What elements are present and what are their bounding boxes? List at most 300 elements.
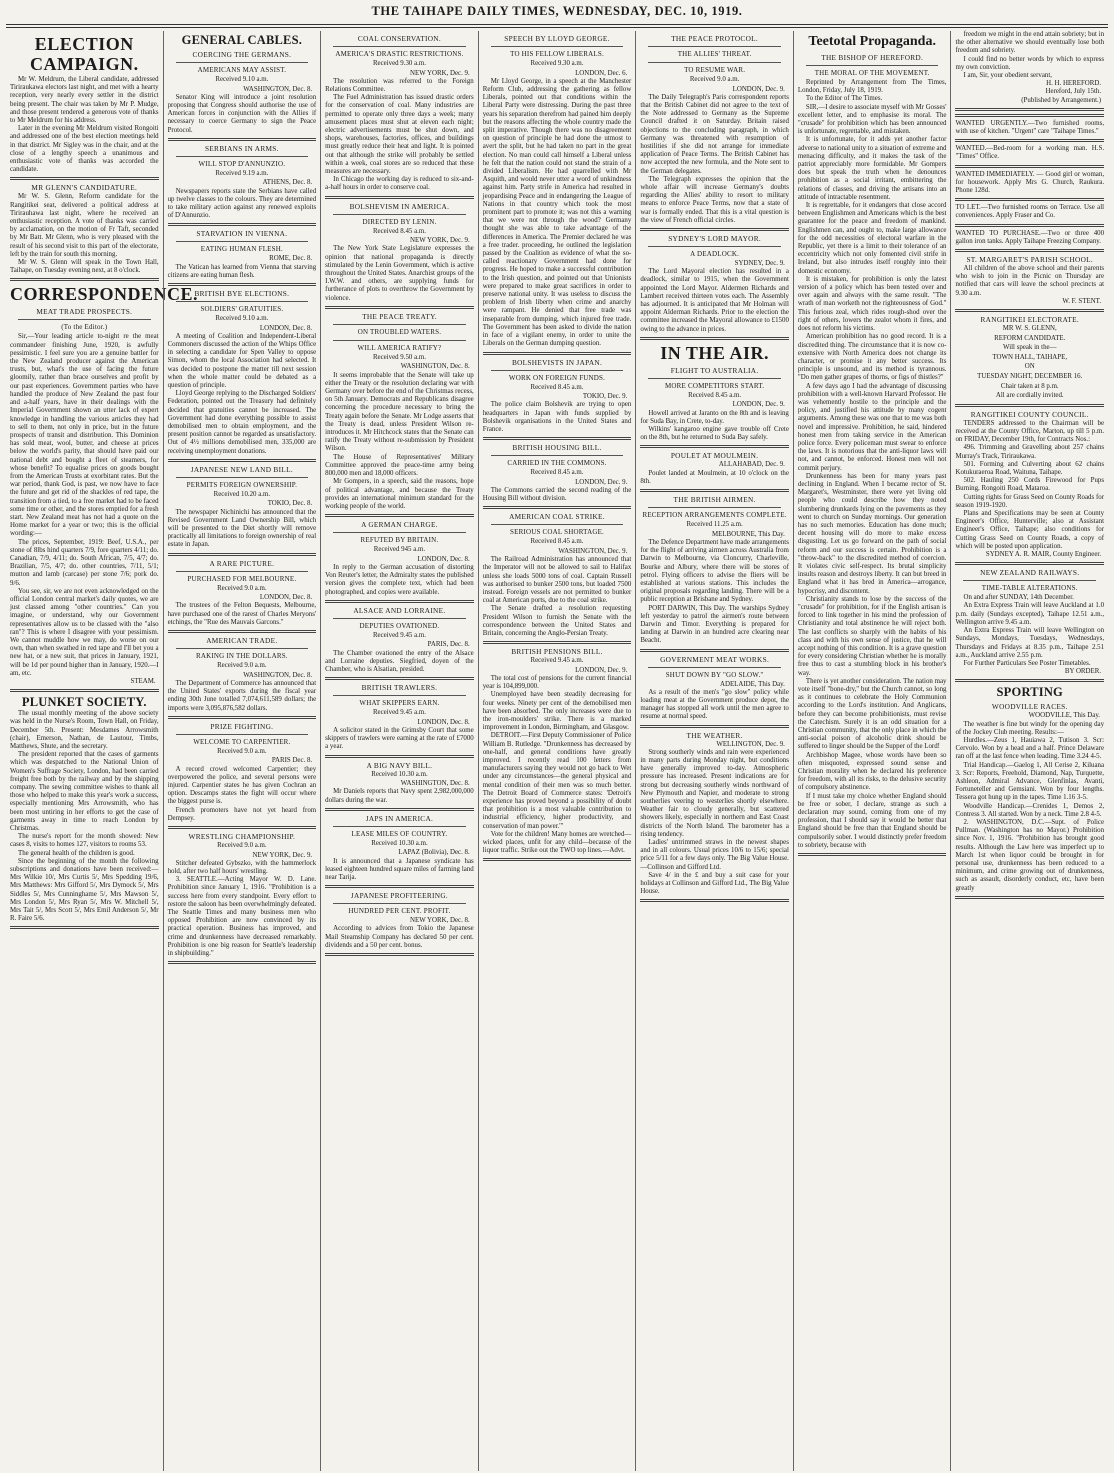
- article-divider: [168, 223, 317, 226]
- paragraph: Drunkenness has been for many years past declining in England. When I became rector of St. Margaret's, Westminster, there were yet living old people who could describe how they noted slumbering drunkards lying on the pavements as they went to church on Sunday mornings. Our generation has no such memories. Education has done much; decent housing will do more to make excess disgusting. Let us go forward on the path of social reform and our success is certain. Prohibition is a "throw-back" to the discredited method of coercion. It violates civic self-respect. Its brutal simplicity insults reason and destroys liberty. It can but breed in England what it has bred in America—arrogance, hypocrisy, and discontent.: [797, 472, 947, 595]
- received-time: Received 8.45 a.m.: [372, 227, 426, 235]
- notice-line: Chair taken at 8 p.m.: [1000, 382, 1059, 390]
- rule-short: [648, 62, 781, 63]
- article: [955, 114, 1104, 246]
- paragraph: Trial Handicap.—Gaelog 1, All Cerise 2, Kiluana 3. Scr: Reports, Freehold, Diamond, Nap, Turquette, Ashleon, Admiral Advance, Glenfinlas, Avanti, Fortuneteller and Gemsiani. Won by four lengths. Tessera got hung up in the tapes. Time 1.16 3-5.: [955, 761, 1105, 802]
- article-divider: [168, 716, 317, 719]
- paragraph: There is yet another consideration. The nation may vote itself "bone-dry," but the Church cannot, so long as it continues to celebrate the Holy Communion according to the Lord's institution. And Anglicans, before they can become prohibitionists, must revise the Catechism. Surely it is an odd situation for a Christian community, that the only place in which the anti-social poison of alcoholic drink should be suffered to linger should be the Supper of the Lord!: [797, 677, 947, 751]
- paragraph: Plans and Specifications may be seen at County Engineer's Office, Hunterville; also at Assistant Engineer's Office, Taihape; also conditions for Cutting Grass Seed on County Roads, a copy of which will be posted upon application.: [955, 510, 1105, 550]
- dateline: NEW YORK, Dec. 9.: [410, 69, 470, 77]
- article: [955, 255, 1104, 306]
- paragraph: The police claim Bolshevik are trying to open headquarters in Japan with funds supplied by Bolshevik organisations in the United States and France.: [482, 401, 632, 433]
- article-heading: AMERICAN TRADE.: [206, 636, 278, 646]
- article-divider: [955, 562, 1104, 565]
- article: [10, 34, 159, 174]
- subheading: CARRIED IN THE COMMONS.: [507, 459, 607, 468]
- article-divider: [325, 306, 474, 309]
- article-divider: [325, 953, 474, 956]
- notice-line: Will speak in the—: [1003, 344, 1057, 352]
- article-heading: NEW ZEALAND RAILWAYS.: [980, 568, 1080, 578]
- article-heading: WOODVILLE RACES.: [991, 702, 1068, 712]
- paragraph: The House of Representatives' Military Committee approved the peace-time army being 800,000 men and 18,000 officers.: [325, 453, 474, 478]
- received-time: Received 9.50 a.m.: [372, 353, 426, 361]
- subheading: WILL STOP D'ANNUNZIO.: [198, 159, 286, 168]
- received-time: Received 8.45 a.m.: [530, 538, 584, 546]
- notice-line: REFORM CANDIDATE.: [994, 334, 1066, 342]
- paragraph: It is announced that a Japanese syndicate has leased eighteen hundred square miles of farming land near Tarija.: [325, 857, 474, 881]
- paragraph: Poulet landed at Moulmein, at 10 o'clock on the 8th.: [640, 469, 789, 485]
- rule-short: [176, 156, 309, 157]
- paragraph: It seems improbable that the Senate will take up either the Treaty or the resolution declaring war with Germany over before the end of the Christmas recess, on 5th January. Democrats and Republicans disagree concerning the procedure necessary to bring the Treaty again before the Senate. Mr Lodge asserts that the Treaty is dead, unless President Wilson re-introduces it. Mr Hitchcock states that the Senate can ratify the Treaty without re-submission by President Wilson.: [325, 371, 474, 453]
- sign-off-line: (Published by Arrangement.): [1021, 96, 1102, 104]
- headline-large: IN THE AIR.: [660, 342, 769, 363]
- rule-short: [176, 477, 309, 478]
- paragraph: Stitcher defeated Gybszko, with the hammerlock hold, after two half hours' wrestling.: [167, 859, 317, 875]
- article-divider: [325, 196, 474, 199]
- headline-large: ELECTION CAMPAIGN.: [29, 34, 139, 74]
- received-time: Received 9.45 a.m.: [372, 709, 426, 717]
- article-divider: [325, 885, 474, 888]
- notice-line: TUESDAY NIGHT, DECEMBER 16.: [977, 373, 1083, 381]
- paragraph: American prohibition has no good record. It is a discredited thing. The circumstance that it is now co-extensive with North America does not change its character, or promise it any better success. Its principle is unsound, and its method is tyrannous. "Do men gather grapes of thorns, or figs of thistles?": [797, 333, 947, 382]
- paragraph: The general health of the children is good.: [18, 849, 135, 857]
- dateline: NEW YORK, Dec. 9.: [410, 237, 470, 245]
- paragraph: Wilkins' kangaroo engine gave trouble off Crete on the 8th, but he returned to Suda Bay safely.: [640, 426, 789, 442]
- paragraph: The New York State Legislature expresses the opinion that national propaganda is directly stimulated by the Lenin Government, which is active throughout the United States. Anarchist groups of the I.W.W. and others, are supplying funds for furtherance of plots to overthrow the Government by violence.: [325, 245, 474, 302]
- paragraph: You see, sir, we are not even acknowledged on the official London central market's daily quotes, we are just classed among "other countries." Can you imagine, or understand, why our Government representatives allow us to be classed with the "also ran"? This is where I disagree with your pessimism. We cannot muddle how we may, do worse on our own, than when swathed in red tape and I'll bet you a new hat, or a new suit, that prices in January, 1921, will be 1d per pound higher than in January, 1920.—I am, etc.: [10, 587, 159, 677]
- received-time: Received 9.0 a.m.: [217, 841, 267, 849]
- article: [640, 34, 789, 225]
- paragraph: The total cost of pensions for the current financial year is 104,899,000.: [482, 674, 632, 691]
- rule-short: [176, 301, 309, 302]
- dateline: WELLINGTON, Dec. 9.: [716, 740, 785, 748]
- article: [955, 410, 1104, 559]
- received-time: Received 8.45 a.m.: [530, 383, 584, 391]
- article-heading: PRIZE FIGHTING.: [210, 721, 274, 731]
- paragraph: 501. Forming and Culverting about 62 chains Kotukuraeroa Road, Waituna, Taihape.: [955, 460, 1105, 477]
- rule-short: [648, 507, 781, 508]
- paragraph: 2. WASHINGTON, D.C.—Supt. of Police Pullman. (Washington has no Mayor.) Prohibition since Nov. 1, 1916. "Prohibition has brought good results. Although the Law here was imperfect up to March 1st when liquor could be brought in for personal use, drunkenness has been reduced to a minimum, and crime growing out of drunkenness, such as assault, disorderly conduct, etc, have been greatly: [955, 818, 1105, 892]
- article-heading: THE BRITISH AIRMEN.: [673, 495, 756, 505]
- article: [168, 289, 317, 456]
- rule-short: [806, 65, 939, 66]
- article: [168, 636, 317, 713]
- article: [168, 722, 317, 823]
- headline: GENERAL CABLES.: [181, 33, 303, 47]
- article-divider: [640, 899, 789, 902]
- paragraph: The Telegraph expresses the opinion that the whole affair will increase Germany's doubts regarding the Allies' ability to resort to military means to enforce Peace Terms, now that a state of war is formally ended. That this is a vital question is the view of French official circles.: [640, 175, 789, 224]
- article-heading: BOLSHEVISM IN AMERICA.: [349, 201, 450, 211]
- article: [168, 465, 317, 550]
- paragraph: If I must take my choice whether England should be free or sober, I declare, strange as such a declaration may sound, coming from one of my profession, that I should say it would be better that England should be free than that England should be compulsorily sober. I would distinctly prefer freedom to sobriety, because with: [797, 792, 947, 849]
- classified-ad: WANTED.—Bed-room for a working man. H.S. "Times" Office.: [955, 145, 1105, 161]
- article: [168, 229, 317, 280]
- article: [325, 202, 474, 303]
- paragraph: Vote for the children! Many homes are wretched—wicked places, unfit for any child—because of the liquor traffic. Strike out the TWO top lines.—Advt.: [482, 830, 632, 855]
- signature: STEAM.: [130, 678, 156, 685]
- article: [640, 495, 789, 645]
- paragraph: Mr W. S. Glenn will speak in the Town Hall, Taihape, on Tuesday evening next, at 8 o'clock.: [10, 259, 159, 275]
- article-divider: [10, 177, 159, 180]
- dateline: PARIS Dec. 8.: [271, 757, 313, 765]
- article-divider: [955, 249, 1104, 252]
- article: [483, 358, 632, 435]
- subheading: A DEADLOCK.: [690, 250, 740, 259]
- dateline: WASHINGTON, Dec. 8.: [243, 671, 313, 679]
- subheading: ON TROUBLED WATERS.: [357, 327, 442, 336]
- article: [955, 685, 1104, 892]
- column-3: [320, 31, 478, 1471]
- article: [483, 34, 632, 349]
- article-heading: A RARE PICTURE.: [209, 558, 275, 568]
- paragraph: I could find no better words by which to express my own conviction.: [955, 55, 1105, 71]
- paragraph: 3. SEATTLE.—Acting Mayor W. D. Lane. Prohibition since January 1, 1916. "Prohibition is a success here from every standpoint. Every effort to restore the saloon has been overwhelmingly defeated. The Seattle Times and many business men who opposed Prohibition are now convinced by its practical operation. Business has improved, and crime and drunkenness have decreased remarkably. Prohibition is one big reason for Seattle's leadership in shipbuilding.": [167, 876, 317, 957]
- article-heading: JAPANESE PROFITEERING.: [350, 891, 449, 901]
- paragraph: Lloyd George replying to the Discharged Soldiers' Federation, pointed out the Treasury had definitely decided that gratuities cannot be increased. The Government had done everything possible to assist demobilised men to obtain employment, and the present position cannot be regarded as unsatisfactory. Out of 4½ millions demobilised men, 335,000 are receiving unemployment donations.: [167, 390, 317, 455]
- notice-line: TOWN HALL, TAIHAPE,: [992, 353, 1068, 361]
- dateline: ATHENS, Dec. 8.: [262, 179, 313, 187]
- article-heading: A BIG NAVY BILL.: [366, 760, 433, 770]
- article-divider: [640, 725, 789, 728]
- article-divider: [955, 108, 1104, 111]
- paragraph: Mr Lloyd George, in a speech at the Manchester Reform Club, addressing the gathering as fellow Liberals, pointed out that conditions within the Liberal Party were distressing. During the past three years his separation therefrom had pained him deeply but the reasons affecting the whole country made the split imperative. Though there was no disagreement on question of principle he had done the utmost to avert the split, but he had taken no part in the great election. No man could call himself a Liberal unless he felt that the nation could not stand the strain of a divided Liberalism. He had quarrelled with Mr Asquith, and would never utter a word of unkindness against him. Party strife in America had resulted in jeopardising Peace and in endangering the League of Nations in that country which took the most prominent part to promote it; was not this a warning that we were not through the wood? Germany thought she was able to take advantage of the differences in America. The Premier declared he was a free trader. proceeding, he outlined the legislation passed by the Coalition as evidence of what the so-called reactionary Government had done for progress. He hoped to make a successful contribution to the Irish question, and pointed out that Unionists were prepared to make great sacrifices in order to preserve national unity. It was useless to discuss the problem of Irish liberty when crime and anarchy were rampant. He denied that free trade was inseparable from dumping, which injured free trade. The Government has been asked to divide the nation in face of a vigilant enemy, in order to unite the Liberals on the German dumping question.: [482, 77, 632, 348]
- article-divider: [640, 649, 789, 652]
- paragraph: Newspapers reports state the Serbians have called up twelve classes to the colours. They are determined to take military action against any renewed exploits of D'Annunzio.: [167, 187, 317, 220]
- article: [168, 832, 317, 958]
- subheading: MORE COMPETITORS START.: [664, 381, 765, 390]
- article: [325, 34, 474, 193]
- article-divider: [325, 808, 474, 811]
- subheading: SERIOUS COAL SHORTAGE.: [510, 528, 605, 537]
- paragraph: The Fuel Administration has issued drastic orders for the conservation of coal. Many industries are permitted to operate only three days a week; many amusement places must shut at eleven each night; electric advertisements must be shut down, and shops, warehouses, factories, offices, and buildings must greatly reduce their heat and light. It is pointed out that although the strike will probably be settled within a week, coal stores are so reduced that these measures are necessary.: [325, 94, 474, 176]
- column-7: [950, 31, 1108, 1471]
- dateline: WASHINGTON, Dec. 8.: [400, 780, 470, 788]
- article-divider: [955, 896, 1104, 899]
- article-heading: BOLSHEVISTS IN JAPAN.: [511, 357, 603, 367]
- paragraph: As a result of the men's "go slow" policy while loading meat at the Government produce depot, the manager has stopped all work until the men agree to resume at normal speed.: [640, 688, 789, 721]
- paragraph: A record crowd welcomed Carpentier; they overpowered the police, and several persons were injured. Carpentier states he has given Cochran an option. Descamps states the fight will occur where the biggest purse is.: [167, 765, 317, 806]
- rule-short: [648, 378, 781, 379]
- article: [798, 34, 947, 850]
- subheading: RECEPTION ARRANGEMENTS COMPLETE.: [642, 511, 787, 520]
- paragraph: Mr Daniels reports that Navy spent 2,982,000,000 dollars during the war.: [325, 788, 474, 804]
- received-time: Received 9.45 a.m.: [372, 631, 426, 639]
- rule-short: [333, 903, 466, 904]
- received-time: Received 945 a.m.: [373, 546, 426, 554]
- paragraph: The newspaper Nichinichi has announced that the Revised Government Land Ownership Bill, which will be presented to the Diet shortly will remove practically all limitations to foreign ownership of real estate in Japan.: [167, 508, 317, 549]
- column-2: [163, 31, 321, 1471]
- dateline: WASHINGTON, Dec. 8.: [243, 85, 313, 93]
- classified-ad: WANTED URGENTLY.—Two furnished rooms, with use of kitchen. "Urgent" care "Taihape Times.": [955, 119, 1105, 136]
- paragraph: An Extra Express Train will leave Auckland at 1.0 p.m. daily (Sundays excepted), Taihape 12.51 a.m., Wellington arrive 9.45 a.m.: [955, 602, 1105, 626]
- sign-off-line: Hereford, July 15th.: [1045, 88, 1102, 96]
- article-heading: THE PEACE TREATY.: [362, 311, 437, 321]
- subheading: THE ALLIES' THREAT.: [677, 50, 752, 58]
- rule-short: [333, 340, 466, 341]
- subheading: AMERICANS MAY ASSIST.: [197, 66, 287, 74]
- dateline: LAPAZ (Bolivia), Dec. 8.: [398, 849, 470, 857]
- dateline: LONDON, Dec. 9.: [732, 85, 785, 93]
- paragraph: On and after SUNDAY, 14th December.: [963, 594, 1074, 602]
- paragraph: Later in the evening Mr Meldrum visited Rongoiti and addressed one of the best election meetings held in that district. Mr Sigley was in the chair, and at the close of a lengthy speech a unanimous and enthusiastic vote of thanks was accorded the candidate.: [10, 125, 159, 174]
- rule-short: [648, 667, 781, 668]
- paragraph: A few days ago I had the advantage of discussing prohibition with a well-known Harvard Professor. He was vehemently hostile to the principle and the policy, and justified his attitude by many cogent arguments. Among these was one that to me was both novel and impressive. Prohibition, he said, hindered honest men from taking service in the American police force. Every policeman must swear to enforce the laws. It is notorious that the anti-liquor laws will not, and cannot, be enforced. Honest men will not commit perjury.: [797, 382, 947, 472]
- dateline: NEW YORK, Dec. 9.: [252, 851, 313, 859]
- article-divider: [168, 138, 317, 141]
- dateline: NEW YORK, Dec. 8.: [410, 917, 470, 925]
- paragraph: TENDERS addressed to the Chairman will be received at the County Office, Marton, up till 5 p.m. on FRIDAY, December 19th, for Contracts Nos.:: [955, 419, 1105, 444]
- paragraph: The Commons carried the second reading of the Housing Bill without division.: [482, 486, 632, 503]
- paragraph: 502. Hauling 250 Cords Firewood for Pups Burning, Rongoiti Road, Mataroa.: [955, 477, 1105, 493]
- masthead: [0, 0, 1114, 24]
- dateline: ALLAHABAD, Dec. 9.: [718, 461, 785, 469]
- paragraph: Ladies' untrimmed straws in the newest shapes and in all colours. Usual prices 10/6 to 15/6; special price 5/11 for a few days only. The Big Value House.—Collinson and Gifford Ltd.: [640, 838, 789, 871]
- ad-divider: [955, 198, 1104, 201]
- paragraph: To the Editor of The Times.: [805, 95, 883, 103]
- article: [640, 731, 789, 897]
- subheading: THE MORAL OF THE MOVEMENT.: [814, 69, 930, 77]
- article-heading: THE PEACE PROTOCOL.: [671, 34, 759, 43]
- article-divider: [168, 283, 317, 286]
- subheading: DIRECTED BY LENIN.: [362, 217, 437, 226]
- dateline: WASHINGTON, Dec. 8.: [400, 363, 470, 371]
- article: [325, 814, 474, 882]
- received-time: Received 9.0 a.m.: [689, 76, 740, 83]
- paragraph: A meeting of Coalition and Independent-Liberal Commoners discussed the action of the Whips Office in selecting a candidate for Spen Valley to oppose Simon, whom the local Association had selected. It was decided to postpone the matter till next session when the whole matter could be debated as a question of principle.: [167, 332, 317, 390]
- signature: W. F. STENT.: [1062, 297, 1102, 305]
- paragraph: The nurse's report for the month showed: New cases 8, visits to homes 127, visitors to rooms 53.: [10, 833, 159, 849]
- paragraph: The trustees of the Felton Bequests, Melbourne, have purchased one of the rarest of Charles Meryons' etchings, the "Rue des Mauvais Garcons.": [167, 602, 317, 626]
- paragraph: The prices, September, 1919: Beef, U.S.A., per stone of 8lbs hind quarters 7/9, fore quarters 4/11; do. Canadian, 7/9, 4/11; do. South African, 7/5, 4/7; do. Brazilian, 7/5, 4/7; do. other countries, 7/11, 5/1; mutton and lamb (carcase) per stone 7/6; pork do. 9/6.: [10, 538, 159, 587]
- paragraph: The Chamber ovationed the entry of the Alsace and Lorraine deputies. Siegfried, doyen of the Chamber, who is Alsatian, presided.: [325, 649, 474, 673]
- subheading: AMERICA'S DRASTIC RESTRICTIONS.: [335, 50, 464, 58]
- rule-short: [491, 455, 624, 456]
- rule-short: [333, 826, 466, 827]
- rule-short: [963, 580, 1096, 581]
- notice-line: ON: [1024, 363, 1035, 371]
- paragraph: The Vatican has learned from Vienna that starving citizens are eating human flesh.: [167, 263, 317, 279]
- article-heading: GOVERNMENT MEAT WORKS.: [660, 654, 770, 664]
- paragraph: Mr W. Meldrum, the Liberal candidate, addressed Tiriraukawa electors last night, and met with a hearty reception, very nearly every settler in the district being present. The chair was taken by Mr P. Mudge, and those present tendered a generous vote of thanks to Mr Meldrum for his address.: [10, 76, 159, 125]
- dateline: SYDNEY, Dec. 9.: [734, 260, 785, 268]
- dateline: LONDON, Dec. 8.: [417, 718, 470, 726]
- rule-short: [176, 571, 309, 572]
- article-heading: ST. MARGARET'S PARISH SCHOOL.: [966, 255, 1094, 265]
- signature: H. H. HEREFORD.: [1046, 80, 1102, 88]
- column-6: [793, 31, 951, 1471]
- article-heading: SYDNEY'S LORD MAYOR.: [668, 234, 761, 244]
- article-heading: MEAT TRADE PROSPECTS.: [36, 307, 133, 317]
- received-time: Received 9.19 a.m.: [215, 169, 269, 177]
- received-time: Received 9.45 a.m.: [530, 657, 584, 665]
- received-time: Received 10.30 a.m.: [371, 770, 428, 778]
- article-divider: [483, 437, 632, 440]
- dateline: LONDON, Dec. 6.: [575, 69, 628, 77]
- article: [640, 451, 789, 486]
- article: [168, 33, 317, 135]
- article-divider: [483, 858, 632, 861]
- article-divider: [168, 961, 317, 964]
- article-heading: JAPS IN AMERICA.: [365, 813, 434, 823]
- rule-short: [333, 618, 466, 619]
- received-time: Received 9.10 a.m.: [215, 315, 269, 323]
- received-time: Received 9.30 a.m.: [530, 60, 584, 67]
- article: [483, 647, 632, 855]
- dateline: LONDON, Dec. 9.: [575, 478, 628, 486]
- article-divider: [640, 337, 789, 340]
- article-heading: BRITISH PENSIONS BILL.: [511, 647, 603, 657]
- rule-short: [333, 695, 466, 696]
- dateline: LONDON, Dec. 9.: [732, 401, 785, 409]
- classified-ad: TO LET.—Two furnished rooms on Terrace. Use all conveniences. Apply Fraser and Co.: [955, 204, 1105, 220]
- rule-short: [648, 246, 781, 247]
- received-time: Received 9.0 a.m.: [217, 662, 267, 670]
- rule-short: [176, 62, 309, 63]
- signature: SYDNEY A. R. MAIR, County Engineer.: [985, 551, 1102, 559]
- paragraph: DETROIT.—First Deputy Commissioner of Police William B. Rutledge. "Drunkenness has decreased by one-half, and general conditions have greatly improved. I recently read 100 letters from manufacturers saying they would not go back to Wet under any circumstances—the general physical and mental condition of their men was so much better. The Detroit Board of Commerce states: 'Detroit's experience has proved beyond a possibility of doubt that prohibition is a most valuable contribution to industrial efficiency, higher productivity, and conservation of man power.'": [482, 732, 632, 830]
- subheading: LEASE MILES OF COUNTRY.: [351, 829, 448, 838]
- paragraph: The Department of Commerce has announced that the United States' exports during the fiscal year ending 30th June totalled 7,074,611,589 dollars; the imports were 3,095,876,582 dollars.: [167, 679, 317, 712]
- paragraph: Mr W. S. Glenn, Reform candidate for the Rangitikei seat, delivered a political address at Tirirauhawa last night, where he received an enthusiastic reception. A vote of thanks was carried by acclamation, on the motion of Fr Taft, seconded by Mr Batt. Mr Glenn, who is very pleased with the result of his second visit to this part of the electorate, left by the train for south this morning.: [10, 193, 159, 258]
- dateline: LONDON, Dec. 8.: [259, 594, 313, 602]
- subheading: TO HIS FELLOW LIBERALS.: [510, 50, 604, 58]
- article-heading: THE WEATHER.: [686, 730, 743, 740]
- article-heading: RANGITIKEI ELECTORATE.: [980, 315, 1079, 325]
- paragraph: The usual monthly meeting of the above society was held in the Nurse's Room, Town Hall, on Friday, December 5th. Present: Mesdames Arrowsmith (chair), Emerson, Nathan, de Lautour, Timbs, Matthews, Shute, and the secretary.: [10, 710, 159, 751]
- article: [325, 312, 474, 511]
- article-heading: BRITISH TRAWLERS.: [361, 683, 438, 693]
- paragraph: All children of the above school and their parents who wish to join in the Picnic on Thursday are notified that cars will leave the school precincts at 9.30 a.m.: [955, 265, 1105, 297]
- paragraph: Sir,—Your leading article to-night re the meat commandeer finishing June, 1920, is awfully pessimistic. I feel sure you are a genuine battler for the New Zealand producer against the American trusts, but, what's the use of facing the future gloomily, rather than brace ourselves and profit by our past experiences. Government parties who have handled the produce of New Zealand the past four and a-half years, have in their dealings with the Imperial Government shown an utter lack of expert knowledge in handling the various articles they had to sell to them, not only in price, but in the future prospects of transit and distribution. This Dominion has sold meat, wool, butter, and cheese at prices below the world's parity, that should have paid our national debt and bought a fleet of steamers, for whose benefit? To equalise prices on goods bought from the American Trusts at exorbitant rates. But the war period, thank God, is past, we now have to face the future and get rid of the shackles of red tape, the transition from a tied, to a free market had to be faced some time or other, and the stores emptied for a fresh start. New Zealand meat has not had a quote on the Home market for a year or two; this is the official wording:—: [10, 333, 159, 538]
- paragraph: For Further Particulars See Poster Timetables.: [963, 659, 1091, 667]
- article: [168, 559, 317, 627]
- article-heading: MR GLENN'S CANDIDATURE.: [31, 183, 138, 193]
- rule-short: [333, 324, 466, 325]
- article-heading: THE BISHOP OF HEREFORD.: [821, 53, 924, 62]
- received-time: Received 11.25 a.m.: [686, 521, 743, 529]
- masthead-title: THE TAIHAPE DAILY TIMES, WEDNESDAY, DEC. 10, 1919.: [371, 4, 743, 18]
- paragraph: Woodville Handicap.—Crenides 1, Demos 2, Contress 3. All started. Won by a neck. Time 2.8 4-5.: [955, 802, 1105, 818]
- article-divider: [325, 677, 474, 680]
- article-divider: [325, 755, 474, 758]
- paragraph: It is regrettable, for it endangers that close accord between Englishmen and Americans which is the best guarantee for the peace and freedom of mankind. Englishmen can, and ought to, make large allowance for the odd necessities of electoral warfare in the Republic, yet there is a limit to their tolerance of an eccentricity which not only fomented civil strife in Ireland, but also intrudes itself roughly into their domestic economy.: [797, 202, 947, 275]
- paragraph: The resolution was referred to the Foreign Relations Committee.: [325, 77, 474, 93]
- notice-line: MR W. S. GLENN,: [1002, 325, 1057, 333]
- article-divider: [955, 309, 1104, 312]
- subheading: WORK ON FOREIGN FUNDS.: [508, 373, 606, 382]
- paragraph: In Chicago the working day is reduced to six-and-a-half hours in order to conserve coal.: [325, 176, 474, 192]
- rule-short: [176, 734, 309, 735]
- paragraph: freedom we might in the end attain sobriety; but in the other alternative we should eventually lose both freedom and sobriety.: [955, 31, 1105, 55]
- article-divider: [483, 352, 632, 355]
- subheading: TIME-TABLE ALTERATIONS.: [981, 584, 1078, 593]
- received-time: Received 9.30 a.m.: [372, 60, 426, 67]
- dateline: WASHINGTON, Dec. 9.: [558, 547, 628, 555]
- dateline: TOKIO, Dec. 9.: [582, 393, 628, 401]
- article: [640, 343, 789, 443]
- ad-divider: [955, 114, 1104, 117]
- dateline: TOKIO, Dec. 8.: [267, 500, 313, 508]
- paragraph: The weather is fine but windy for the opening day of the Jockey Club meeting. Results:—: [955, 720, 1105, 736]
- rule-short: [491, 524, 624, 525]
- article: [325, 761, 474, 805]
- paragraph: 496. Trimming and Gravelling about 257 chains Murray's Track, Tiriraukawa.: [955, 444, 1105, 460]
- received-time: Received 10.20 a.m.: [213, 490, 271, 498]
- article-divider: [483, 641, 632, 644]
- article: [483, 443, 632, 503]
- rule-short: [491, 370, 624, 371]
- article-divider: [640, 228, 789, 231]
- article: [168, 144, 317, 221]
- paragraph: The Daily Telegraph's Paris correspondent reports that the British Cabinet did not agree to the text of the Note addressed to Germany as the Supreme Council drafted it on Saturday. Britain raised objections to the concluding paragraph, in which Germany was threatened with resumption of hostilities if she did not arrange for immediate application of Peace Terms. The British Cabinet has now accepted the new formula, and the Note sent to the German delegates.: [640, 93, 789, 175]
- dateline: ADELAIDE, This Day.: [720, 680, 785, 688]
- dateline: WOODVILLE, This Day.: [1028, 712, 1101, 720]
- dateline: LONDON, Dec. 8.: [417, 555, 470, 563]
- subheading: WELCOME TO CARPENTIER.: [193, 737, 291, 746]
- subheading: TO RESUME WAR.: [684, 66, 746, 74]
- article: [10, 183, 159, 275]
- paragraph: The president reported that the cases of garments which was despatched to the National Union of Women's Suffrage Society, London, had been carried freight free both by the railway and by the shipping company. The sewing committee wishes to thank all those who helped to make this year's work a success, especially mentioning Mrs Arrowsmith, who has been most untiring in her efforts to get the case of garments away in time to reach London by Christmas.: [10, 751, 159, 833]
- article-heading: WRESTLING CHAMPIONSHIP.: [188, 831, 296, 841]
- dateline: MELBOURNE, This Day.: [711, 530, 785, 538]
- rule-short: [333, 46, 466, 47]
- article-divider: [955, 679, 1104, 682]
- subheading: SHUT DOWN BY "GO SLOW.": [665, 670, 764, 679]
- rule-short: [18, 319, 151, 320]
- subheading: RAKING IN THE DOLLARS.: [195, 652, 288, 661]
- article-divider: [10, 689, 159, 692]
- article-divider: [168, 826, 317, 829]
- received-time: Received 8.45 a.m.: [530, 469, 584, 477]
- paragraph: Cutting rights for Grass Seed on County Roads for season 1919-1920.: [955, 493, 1105, 509]
- paragraph: I am, Sir, your obedient servant,: [963, 72, 1052, 80]
- paragraph: Reprinted by Arrangement from The Times, London, Friday, July 18, 1919.: [797, 79, 947, 95]
- article-divider: [10, 926, 159, 929]
- paragraph: Unemployed have been steadily decreasing for four weeks. Ninety per cent of the demobilised men have been absorbed. The only increases were due to the iron-moulders' strike. There is a marked improvement in London, Birmingham, and Glasgow.: [482, 691, 632, 732]
- classified-ad: WANTED TO PURCHASE.—Two or three 400 gallon iron tanks. Apply Taihape Freezing Company.: [955, 229, 1105, 245]
- paragraph: PORT DARWIN, This Day. The warships Sydney left yesterday to patrol the airmen's route between Darwin and Timor. Everything is prepared for landing at Darwin in an hundred acre clearing near Beacht.: [640, 604, 789, 645]
- subheading: DEPUTIES OVATIONED.: [359, 621, 440, 630]
- article: [325, 683, 474, 751]
- article-heading: POULET AT MOULMEIN.: [670, 451, 759, 461]
- article-divider: [168, 630, 317, 633]
- rule-short: [333, 214, 466, 215]
- subheading: REFUTED BY BRITAIN.: [360, 536, 439, 545]
- rule-short: [176, 241, 309, 242]
- paragraph: Mr Gompers, in a speech, said the reasons, hope of political advantage, and because the Treaty provides an international minimum standard for the working people of the world.: [325, 478, 474, 510]
- subheading: SOLDIERS' GRATUITIES.: [200, 305, 284, 314]
- rule-short: [491, 46, 624, 47]
- article-heading: BRITISH HOUSING BILL.: [512, 443, 602, 453]
- dateline: PARIS, Dec. 8.: [427, 641, 470, 649]
- received-time: Received 10.30 a.m.: [371, 839, 428, 847]
- paragraph: Howell arrived at Jaranto on the 8th and is leaving for Suda Bay, in Crete, to-day.: [640, 409, 789, 425]
- article-heading: A GERMAN CHARGE.: [361, 520, 438, 530]
- article: [10, 695, 159, 923]
- paragraph: An Extra Express Train will leave Wellington on Sundays, Mondays, Tuesdays, Wednesdays, Thursdays and Fridays at 8.35 p.m., Taihape 2.51 a.m., Auckland arrive 2.55 p.m.: [955, 627, 1105, 659]
- article-heading: ALSACE AND LORRAINE.: [353, 605, 446, 615]
- paragraph: Since the beginning of the month the following subscriptions and donations have been received:—Mrs Wilkie 10/, Mrs Curtis 5/, Mrs Spedding 19/6, Mrs Matthews: Mrs Gifford 5/, Mrs Dymock 5/, Mrs Siddles 5/, Mrs Cunninghame 5/, Mrs Mawson 5/, Mrs London 5/, Mrs Ryan 5/, Mrs W. Mitchell 5/, Mrs Tait 5/, Mrs Scott 5/, Mrs Emil Anderson 5/, Mr R. Faire 5/6.: [10, 857, 159, 923]
- paragraph: Save 4/ in the £ and buy a suit case for your holidays at Collinson and Gifford Ltd., The Big Value House.: [640, 871, 789, 896]
- rule-short: [176, 648, 309, 649]
- classified-ad: WANTED IMMEDIATELY. — Good girl or woman, for housework. Apply Mrs G. Church, Raukura. Phone 128d.: [955, 170, 1105, 195]
- paragraph: The Lord Mayoral election has resulted in a deadlock, similar to 1915, when the Government appointed the Lord Mayor. Aldermen Richards and Lambert received thirteen votes each. The Assembly has adjourned. It is anticipated that Mr Holman will appoint Alderman Richards. Prior to the election the committee increased the Mayoral allowance to £1500 owing to the advance in prices.: [640, 268, 789, 333]
- article-divider: [483, 506, 632, 509]
- subheading: PERMITS FOREIGN OWNERSHIP.: [186, 480, 298, 489]
- article-divider: [168, 459, 317, 462]
- masthead-rule-2: [6, 27, 1108, 28]
- dateline: LONDON, Dec. 8.: [259, 324, 313, 332]
